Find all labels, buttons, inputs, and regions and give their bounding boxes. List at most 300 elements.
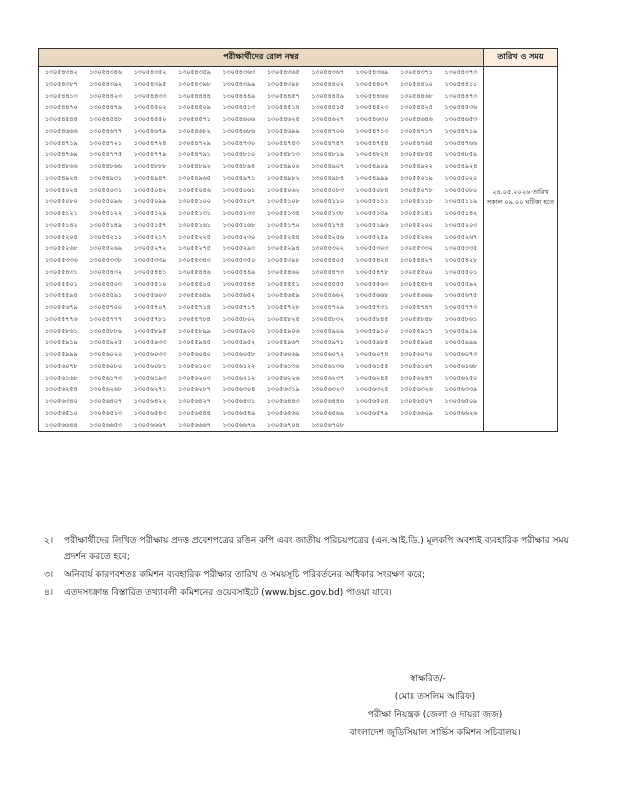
- roll-number: ১৩০৫৫৯৬৭: [266, 339, 300, 347]
- roll-number: ১৩০৫৪৬৮২: [178, 127, 211, 135]
- roll-number: ১৩০৫৪৪০৭: [355, 80, 389, 88]
- roll-number: ১৩০৫৫০২৪: [44, 186, 78, 194]
- roll-number: ১৩০৫৬০৭৪: [355, 351, 389, 358]
- roll-number: ১৩০৫৬১৩০: [266, 362, 300, 370]
- roll-number: ১৩০৫৫৪৬০: [266, 268, 300, 276]
- roll-number: ১৩০৫৫০৮৩: [311, 186, 344, 194]
- roll-number: ১৩০৫৫৮০২: [222, 315, 256, 323]
- roll-number: ১৩০৫৪৭১৭: [400, 127, 433, 135]
- roll-number: ১৩০৫৫১৫৭: [133, 221, 167, 229]
- roll-number: ১৩০৫৬০৮০: [89, 362, 122, 370]
- roll-number: ১৩০৫৫০৪২: [133, 186, 167, 194]
- roll-number: ১৩০৫৪৬৫৩: [444, 116, 478, 123]
- roll-number: ১৩০৫৪৭১৩: [355, 127, 389, 135]
- roll-number: ১৩০৫৪৯৮৪: [311, 174, 344, 182]
- roll-number: ১৩০৫৪৭২৯: [178, 139, 211, 147]
- roll-number: ১৩০৫৬২৩৭: [311, 374, 344, 382]
- roll-number: ১৩০৫৪৪৫৭: [266, 92, 300, 100]
- roll-number: ১৩০৫৬৩২৬: [400, 386, 433, 394]
- roll-number: ১৩০৫৬৪২২: [133, 398, 167, 405]
- roll-number: ১৩০৫৫৯৭১: [311, 339, 344, 347]
- roll-number: ১৩০৫৪৭৭৯: [133, 151, 167, 159]
- roll-number: ১৩০৫৬৫১৩: [89, 409, 122, 417]
- roll-number: ১৩০৫৫৩৯৮: [266, 257, 300, 264]
- roll-number: ১৩০৫৫৫১৫: [178, 280, 211, 288]
- roll-number: ১৩০৫৬২৪৫: [355, 374, 389, 382]
- roll-number: ১৩০৫৫৯৩৩: [133, 339, 167, 347]
- roll-number: ১৩০৫৬০৭২: [311, 351, 344, 358]
- signature-block: [320, 670, 550, 742]
- roll-number: ১৩০৫৪৭৪৩: [266, 139, 300, 147]
- roll-number: ১৩০৫৫৬০৩: [133, 292, 167, 300]
- roll-number: ১৩০৫৪৪১০: [400, 80, 433, 88]
- roll-number: ১৩০৫৫৫০৩: [89, 280, 122, 288]
- roll-number: ১৩০৫৪৩৪২: [44, 69, 78, 76]
- roll-number: ১৩০৫৫০৪৬: [178, 186, 211, 194]
- roll-number: ১৩০৫৪৩৯৯: [222, 80, 256, 88]
- roll-number: ১৩০৫৪৯৭১: [222, 174, 256, 182]
- roll-number: ১৩০৫৫৫৯৪: [44, 292, 78, 300]
- roll-number: ১৩০৫৫৭১৭: [222, 304, 256, 311]
- roll-number: ১৩০৫৫১৪৯: [89, 221, 122, 229]
- roll-number: ১৩০৫৫৩৩৮: [89, 257, 122, 264]
- roll-number: ১৩০৫৫৫৯১: [89, 292, 122, 300]
- roll-number: ১৩০৫৫০৮৪: [355, 186, 389, 194]
- roll-number: ১৩০৫৪৯২৪: [44, 174, 78, 182]
- roll-number: ১৩০৫৫১০৮: [266, 198, 300, 206]
- roll-number: ১৩০৫৪৩৪৬: [89, 69, 122, 76]
- roll-number: ১৩০৫৫২৯৩: [222, 245, 256, 253]
- roll-number: ১৩০৫৬৬৬৭: [178, 421, 211, 429]
- roll-number: ১৩০৫৫১১১: [355, 198, 389, 206]
- roll-number: ১৩০৫৪৫১৫: [311, 104, 344, 112]
- roll-number: ১৩০৫৫৩৪৩: [178, 257, 211, 264]
- roll-number: ১৩০৫৬৫৭৯: [355, 409, 389, 417]
- roll-number: ১৩০৫৫৭০৭: [133, 304, 167, 311]
- roll-number: ১৩০৫৫২২৫: [178, 233, 211, 241]
- roll-number: ১৩০৫৫৯১৭: [400, 327, 433, 335]
- roll-number: ১৩০৫৪৫৩৬: [444, 104, 478, 112]
- roll-number: ১৩০৫৪৪৭৩: [444, 92, 478, 100]
- roll-number: ১৩০৫৪৬৮৬: [222, 127, 256, 135]
- roll-number: ১৩০৫৫৯১৯: [444, 327, 478, 335]
- roll-number: ১৩০৫৫৯৯৯: [44, 351, 78, 358]
- roll-number: ১৩০৫৪৪১৩: [44, 92, 78, 100]
- roll-number: ১৩০৫৪৫১৪: [266, 104, 300, 112]
- roll-number: ১৩০৫৪৬০৬: [222, 116, 256, 123]
- roll-number: ১৩০৫৬২১২: [222, 374, 256, 382]
- roll-number: ১৩০৫৫৪০৫: [311, 257, 344, 264]
- roll-number: ১৩০৫৫৬৫৯: [266, 292, 300, 300]
- roll-number: ১৩০৫৬৬৫৩: [89, 421, 122, 429]
- roll-number: ১৩০৫৫১২১: [44, 210, 78, 217]
- roll-number: ১৩০৫৫১৭৪: [311, 221, 344, 229]
- roll-number: ১৩০৫৪৯০০: [266, 163, 300, 170]
- roll-number: ১৩০৫৫৫৯২: [444, 280, 478, 288]
- roll-number: ১৩০৫৪৪৬৮: [400, 92, 433, 100]
- roll-number: ১৩০৫৫০৩১: [89, 186, 122, 194]
- roll-number: ১৩০৫৬২২৬: [266, 374, 300, 382]
- roll-number: ১৩০৫৫৩৩০: [400, 245, 433, 253]
- roll-number: ১৩০৫৫১০০: [178, 198, 211, 206]
- roll-number: ১৩০৫৬৩২৩: [311, 386, 344, 394]
- roll-number: ১৩০৫৪৩৯২: [89, 80, 122, 88]
- date-column-header: তারিখ ও সময়: [484, 49, 558, 67]
- roll-number: ১৩০৫৪৯০৭: [311, 163, 344, 170]
- roll-number: ১৩০৫৪৪২৩: [89, 92, 122, 100]
- roll-number: ১৩০৫৪৯৩১: [89, 174, 122, 182]
- roll-number: ১৩০৫৬৬৭৬: [222, 421, 256, 429]
- roll-number: ১৩০৫৫২১৭: [133, 233, 167, 241]
- roll-number: ১৩০৫৬১৫৫: [355, 362, 389, 370]
- roll-number: ১৩০৫৬১৬৮: [44, 374, 78, 382]
- roll-number: ১৩০৫৫১১৯: [444, 198, 478, 206]
- roll-number: ১৩০৫৫১৪২: [444, 210, 478, 217]
- roll-number: ১৩০৫৫৯০৯: [311, 327, 344, 335]
- roll-number: ১৩০৫৫২৭৫: [178, 245, 211, 253]
- roll-number: ১৩০৫৪৭৫৪: [355, 139, 389, 147]
- roll-number: ১৩০৫৫৯০৬: [266, 327, 300, 335]
- roll-number: ১৩০৫৫২৭২: [133, 245, 167, 253]
- instruction-item: [44, 533, 569, 565]
- roll-number: ১৩০৫৫৩৫০: [222, 257, 256, 264]
- roll-number: ১৩০৫৪৪৪৯: [222, 92, 256, 100]
- roll-number: ১৩০৫৫১৯৬: [355, 221, 389, 229]
- signatory-name: (মোঃ তসলিম আরিফ): [394, 692, 476, 702]
- roll-number: ১৩০৫৪৮৯৪: [222, 163, 256, 170]
- roll-number: ১৩০৫৪৮৯২: [178, 163, 211, 170]
- roll-number: ১৩০৫৪৬৩০: [355, 116, 389, 123]
- roll-number: ১৩০৫৪৩৫৯: [178, 69, 211, 76]
- roll-number: ১৩০৫৪৪০২: [311, 80, 344, 88]
- roll-number: ১৩০৫৫২০৫: [44, 233, 78, 241]
- roll-number: ১৩০৫৪৭২৪: [133, 139, 167, 147]
- roll-number: ১৩০৫৫০৯৯: [133, 198, 167, 206]
- roll-number: ১৩০৫৬৫৪৩: [133, 409, 167, 417]
- roll-number: ১৩০৫৫৪৭৮: [355, 268, 389, 276]
- instruction-text: এতদসংক্রান্ত বিস্তারিত তথ্যাবলী কমিশনের ওয়েবসাইটে (www.bjsc.gov.bd) পাওয়া যাবে।: [64, 588, 392, 598]
- roll-number: ১৩০৫৫০২০: [444, 174, 478, 182]
- roll-number: ১৩০৫৫২৫৯: [355, 233, 389, 241]
- roll-number: ১৩০৫৫৪৪১: [133, 268, 167, 276]
- roll-number: ১৩০৫৪৭৪৭: [311, 139, 344, 147]
- roll-number: ১৩০৫৫০৭৮: [400, 186, 433, 194]
- roll-number: ১৩০৫৪৩৯৮: [266, 80, 300, 88]
- roll-number: ১৩০৫৫২৬২: [400, 233, 433, 241]
- roll-number: ১৩০৫৫১১০: [311, 198, 344, 206]
- roll-number: ১৩০৫৫৭২৯: [311, 304, 344, 311]
- roll-number: ১৩০৫৫০৮০: [44, 198, 78, 206]
- roll-number: ১৩০৫৬৫০৯: [444, 398, 478, 405]
- roll-number: ১৩০৫৪৬৭৯: [133, 127, 167, 135]
- roll-number: ১৩০৫৪৬৬৬: [44, 127, 78, 135]
- roll-number: ১৩০৫৫১৩১: [178, 210, 211, 217]
- instruction-text: পরীক্ষার্থীদের লিখিত পরীক্ষায় প্রদত্ত প্রবেশপত্রের রঙিন কপি এবং জাতীয় পরিচয়পত্রের (এন.আই.ডি.) মূলকপি অবশ্যই ব্যবহারিক পরীক্ষার সময় প্রদর্শন করতে হবে;: [64, 536, 569, 562]
- roll-number: ১৩০৫৬৫০৪: [355, 398, 389, 405]
- roll-number: ১৩০৫৫৯৯৪: [400, 339, 433, 347]
- roll-number: ১৩০৫৫৪২৪: [355, 257, 389, 264]
- roll-number: ১৩০৫৫১২২: [89, 210, 122, 217]
- roll-number: ১৩০৫৪৬২৫: [266, 116, 300, 123]
- roll-number: ১৩০৫৪৭৬৬: [444, 139, 478, 147]
- roll-numbers-cell: [39, 67, 484, 432]
- roll-number: ১৩০৫৬৬২৬: [444, 409, 478, 417]
- roll-number: ১৩০৫৫৪৩২: [89, 268, 122, 276]
- roll-number: ১৩০৫৬৫৪৪: [178, 409, 211, 417]
- roll-number: ১৩০৫৬১৬৭: [400, 362, 433, 370]
- roll-number: ১৩০৫৬৪৪৩: [266, 398, 300, 405]
- roll-number: ১৩০৫৫৭৮৪: [178, 315, 211, 323]
- roll-number: ১৩০৫৬১৭৩: [89, 374, 122, 382]
- roll-number: ১৩০৫৫২৫৪: [266, 233, 300, 241]
- roll-number: ১৩০৫৫১১৮: [400, 198, 433, 206]
- roll-number: ১৩০৫৫৫৫৫: [311, 280, 344, 288]
- roll-number: ১৩০৫৪৩৬৩: [222, 69, 256, 76]
- roll-number: ১৩০৫৫৮৬১: [44, 327, 78, 335]
- roll-number: ১৩০৫৪৪৫৯: [311, 92, 344, 100]
- roll-number: ১৩০৫৬০২০: [89, 351, 122, 358]
- roll-number: ১৩০৫৫৯২৫: [89, 339, 122, 347]
- roll-number: ১৩০৫৪৯২২: [400, 163, 433, 170]
- roll-number: ১৩০৫৪৩৭১: [400, 69, 433, 76]
- roll-number: ১৩০৫৫৫৫১: [266, 280, 300, 288]
- roll-number: ১৩০৫৪৪৭০: [44, 104, 78, 112]
- roll-number: ১৩০৫৫৩০৩: [355, 245, 389, 253]
- roll-number: ১৩০৫৫৮৯৫: [133, 327, 167, 335]
- roll-number: ১৩০৫৫৫০১: [44, 280, 78, 288]
- roll-number: ১৩০৫৬৬০৯: [400, 409, 433, 417]
- roll-number: ১৩০৫৫৫৬৩: [355, 280, 389, 288]
- roll-number: ১৩০৫৪৭৯১: [178, 151, 211, 159]
- roll-number: ১৩০৫৬৫১০: [44, 409, 78, 417]
- signed-mark: স্বাক্ষরিত/-: [410, 674, 446, 684]
- roll-number: ১৩০৫৪৩৬৫: [266, 69, 300, 76]
- roll-number: ১৩০৫৫৭৪৭: [400, 304, 433, 311]
- roll-number: ১৩০৫৬৫৬০: [266, 409, 300, 417]
- roll-number: ১৩০৫৫৮৪৮: [400, 315, 433, 323]
- instruction-number: ২।: [44, 536, 54, 546]
- roll-number: ১৩০৫৫৭৭৬: [44, 315, 78, 323]
- roll-number: ১৩০৫৪৯৮২: [266, 174, 300, 182]
- roll-number-table: [38, 48, 558, 432]
- roll-number: ১৩০৫৫২৬৯: [89, 245, 122, 253]
- roll-number: ১৩০৫৪৪৪৪: [178, 92, 211, 100]
- roll-number: ১৩০৫৫২৬৭: [444, 233, 478, 241]
- roll-number: ১৩০৫৪৭২১: [89, 139, 122, 147]
- roll-number: ১৩০৫৪৭৬৫: [400, 139, 433, 147]
- roll-number: ১৩০৫৫৭২৮: [266, 304, 300, 311]
- roll-number: ১৩০৫৫০৮০: [444, 186, 478, 194]
- roll-number: ১৩০৫৪৫৫০: [133, 116, 167, 123]
- roll-number: ১৩০৫৪৩৭৩: [444, 69, 478, 76]
- roll-number: ১৩০৫৪৪১১: [444, 80, 478, 88]
- roll-number: ১৩০৫৪৩৬৯: [355, 69, 389, 76]
- roll-number: ১৩০৫৫৪৭৩: [311, 268, 344, 276]
- roll-number: ১৩০৫৬০৫৮: [222, 351, 256, 358]
- roll-number: ১৩০৫৫১৩৩: [222, 210, 256, 217]
- roll-number: ১৩০৫৫৯৮৫: [355, 339, 389, 347]
- exam-date: ২৪.০৫.২০২৬ তারিখ: [492, 188, 549, 196]
- roll-number: ১৩০৫৫১৪২: [44, 221, 78, 229]
- roll-number: ১৩০৫৪৬২৭: [311, 116, 344, 123]
- roll-number: ১৩০৫৬১৬৮: [444, 362, 478, 370]
- roll-number: ১৩০৫৬০৭০: [400, 351, 433, 358]
- roll-number: ১৩০৫৪৯৪৭: [133, 174, 167, 182]
- roll-number: ১৩০৫৫৬৬২: [311, 292, 344, 300]
- exam-time: সকাল ০৯.০০ ঘটিকা হতে: [486, 198, 555, 206]
- roll-number: ১৩০৫৬২৫৪: [44, 386, 78, 394]
- roll-number-grid: [39, 67, 483, 431]
- roll-number: ১৩০৫৫১০৭: [222, 198, 256, 206]
- roll-number: ১৩০৫৬৭০৮: [311, 421, 344, 429]
- roll-number: ১৩০৫৪৮৫৯: [444, 151, 478, 159]
- instruction-number: ৩।: [44, 570, 54, 580]
- roll-number: ১৩০৫৪৭১৯: [44, 139, 78, 147]
- roll-number: ১৩০৫৪৫৭১: [178, 116, 211, 123]
- roll-number: ১৩০৫৬৩০৪: [222, 386, 256, 394]
- roll-number: ১৩০৫৫৫৮৪: [400, 280, 433, 288]
- roll-number: ১৩০৫৫৩৩৬: [44, 257, 78, 264]
- instruction-text: অনিবার্য কারণবশতঃ কমিশন ব্যবহারিক পরীক্ষার তারিখ ও সময়সূচি পরিবর্তনের অধিকার সংরক্ষণ করে;: [64, 570, 426, 580]
- roll-number: ১৩০৫৫২০৩: [444, 221, 478, 229]
- roll-number: ১৩০৫৫৪২৭: [400, 257, 433, 264]
- roll-number: ১৩০৫৪৫৪৮: [89, 116, 122, 123]
- roll-number: ১৩০৫৫৯৯৯: [444, 339, 478, 347]
- roll-number: ১৩০৫৬৫০৭: [400, 398, 433, 405]
- roll-number: ১৩০৫৫৩৩৫: [444, 245, 478, 253]
- roll-number: ১৩০৫৫১৩৯: [355, 210, 389, 217]
- roll-number: ১৩০৫৫৭৩১: [355, 304, 389, 311]
- roll-number: ১৩০৫৬০৭৮: [44, 362, 78, 370]
- roll-number: ১৩০৫৬০৭৩: [444, 351, 478, 358]
- roll-number: ১৩০৫৫৮৪৫: [355, 315, 389, 323]
- roll-number: ১৩০৫৫৮৬১: [444, 315, 478, 323]
- roll-number: ১৩০৫৫৬৭৯: [44, 304, 78, 311]
- roll-number: ১৩০৫৬৪৩১: [222, 398, 256, 405]
- roll-number: ১৩০৫৬১৯৩: [133, 374, 167, 382]
- roll-number: ১৩০৫৬১২২: [222, 362, 256, 370]
- roll-number: ১৩০৫৫২৬৮: [44, 245, 78, 253]
- roll-number: ১৩০৫৪৩৫২: [133, 69, 167, 76]
- roll-number: ১৩০৫৬০৮১: [133, 362, 167, 370]
- roll-number: ১৩০৫৫২৫৬: [311, 233, 344, 241]
- roll-number: ১৩০৫৬৫৪৯: [222, 409, 256, 417]
- roll-number: ১৩০৫৫১৬১: [178, 221, 211, 229]
- roll-number: ১৩০৫৪৩৮৭: [44, 80, 78, 88]
- roll-number: ১৩০৫৬০৩৩: [133, 351, 167, 358]
- roll-number: ১৩০৫৬৬৬৭: [133, 421, 167, 429]
- roll-number: ১৩০৫৬২৮৭: [178, 386, 211, 394]
- roll-number: ১৩০৫৫৮৮৯: [89, 327, 122, 335]
- roll-number: ১৩০৫৪৯৬৫: [178, 174, 211, 182]
- roll-number: ১৩০৫৫৬৫২: [222, 292, 256, 300]
- roll-number: ১৩০৫৬৩৩৯: [444, 386, 478, 394]
- roll-number: ১৩০৫৬২৪৭: [400, 374, 433, 382]
- roll-number: ১৩০৫৪৫২৩: [355, 104, 389, 112]
- instruction-item: [44, 567, 569, 583]
- roll-number: ১৩০৫৫৬৬৮: [355, 292, 389, 300]
- roll-number: ১৩০৫৫৯৫২: [222, 339, 256, 347]
- roll-number: ১৩০৫৬৫৬৯: [311, 409, 344, 417]
- roll-number: ১৩০৫৫৮৩২: [311, 315, 344, 323]
- roll-number: ১৩০৫৪৫১৩: [222, 104, 256, 112]
- roll-number: ১৩০৫৫৭০০: [89, 304, 122, 311]
- roll-number: ১৩০৫৫০৬১: [222, 186, 256, 194]
- roll-number: ১৩০৫৫৪৪৬: [178, 268, 211, 276]
- roll-number: ১৩০৫৬৭০৪: [266, 421, 300, 429]
- roll-number: ১৩০৫৫২১১: [89, 233, 122, 241]
- roll-number: ১৩০৫৬৪০৭: [89, 398, 122, 405]
- roll-number: ১৩০৫৫৯১৯: [44, 339, 78, 347]
- roll-number: ১৩০৫৪৯০৯: [355, 163, 389, 170]
- roll-number: ১৩০৫৪৪৭৯: [89, 104, 122, 112]
- roll-number: ১৩০৫৪৭১৯: [444, 127, 478, 135]
- instruction-number: ৪।: [44, 588, 54, 598]
- roll-number: ১৩০৫৪৫৪৪: [44, 116, 78, 123]
- roll-number: ১৩০৫৬২৭১: [133, 386, 167, 394]
- roll-number: ১৩০৫৫১৬৮: [222, 221, 256, 229]
- signatory-office: বাংলাদেশ জুডিসিয়াল সার্ভিস কমিশন সচিবালয়।: [349, 728, 521, 738]
- roll-number: ১৩০৫৪৫০৯: [178, 104, 211, 112]
- roll-number: ১৩০৫৫৫০০: [400, 268, 433, 276]
- roll-number: ১৩০৫৬৩২৫: [355, 386, 389, 394]
- roll-number: [394, 420, 438, 432]
- roll-number: ১৩০৫৪৬৪৬: [400, 116, 433, 123]
- roll-number: ১৩০৫৪৪৩৩: [133, 92, 167, 100]
- roll-number: [350, 420, 394, 432]
- roll-number: ১৩০৫৪৮১০: [222, 151, 256, 159]
- roll-number: ১৩০৫৫৫০১: [444, 268, 478, 276]
- roll-number: ১৩০৫৫১৩৫: [266, 210, 300, 217]
- roll-number: ১৩০৫৫৭৭৭: [89, 315, 122, 323]
- roll-number: ১৩০৫৪৪৬৬: [355, 92, 389, 100]
- roll-number: ১৩০৫৫১৭০: [266, 221, 300, 229]
- roll-number: ১৩০৫৫২৩০: [222, 233, 256, 241]
- roll-number: ১৩০৫৪৯২৪: [444, 163, 478, 170]
- roll-number: ১৩০৫৫২০০: [400, 221, 433, 229]
- roll-number: ১৩০৫৬২৫০: [444, 374, 478, 382]
- roll-column-header: পরীক্ষার্থীদের রোল নম্বর: [39, 49, 484, 67]
- signatory-designation: পরীক্ষা নিয়ন্ত্রক (জেলা ও দায়রা জজ): [367, 710, 503, 720]
- roll-number: ১৩০৫৬১০৩: [178, 362, 211, 370]
- roll-number: ১৩০৫৬৩৪০: [44, 398, 78, 405]
- roll-number: ১৩০৫৪৫২৫: [400, 104, 433, 112]
- roll-number: ১৩০৫৬১৩৬: [311, 362, 344, 370]
- roll-number: ১৩০৫৫৪৪৯: [222, 268, 256, 276]
- roll-number: ১৩০৫৬৪২৭: [178, 398, 211, 405]
- roll-number: ১৩০৫৪৯৯৯: [355, 174, 389, 182]
- instructions-list: [44, 533, 569, 603]
- roll-number: ১৩০৫৬২০৩: [178, 374, 211, 382]
- roll-number: ১৩০৫৪৭৩০: [222, 139, 256, 147]
- roll-number: ১৩০৫৬২৬৮: [89, 386, 122, 394]
- roll-number: ১৩০৫৫৩০২: [311, 245, 344, 253]
- roll-number: ১৩০৫৫৫১০: [133, 280, 167, 288]
- roll-number: ১৩০৫৫০৬২: [266, 186, 300, 194]
- roll-number: ১৩০৫৫২৯৪: [266, 245, 300, 253]
- roll-number: ১৩০৫৬৬৪৪: [44, 421, 78, 429]
- roll-number: ১৩০৫৬০৬৯: [266, 351, 300, 358]
- roll-number: ১৩০৫৪৮১৩: [266, 151, 300, 159]
- roll-number: ১৩০৫৫৯০০: [222, 327, 256, 335]
- roll-number: ১৩০৫৪৩৯৮: [178, 80, 211, 88]
- roll-number: ১৩০৫৪৮৬৬: [89, 163, 122, 170]
- roll-number: ১৩০৫৬৪৪৬: [311, 398, 344, 405]
- roll-number: ১৩০৫৫৭৭৩: [444, 304, 478, 311]
- roll-number: ১৩০৫৪৭০৬: [311, 127, 344, 135]
- roll-number: ১৩০৫৪৬৭৭: [89, 127, 122, 135]
- roll-number: ১৩০৫৫৭৮১: [133, 315, 167, 323]
